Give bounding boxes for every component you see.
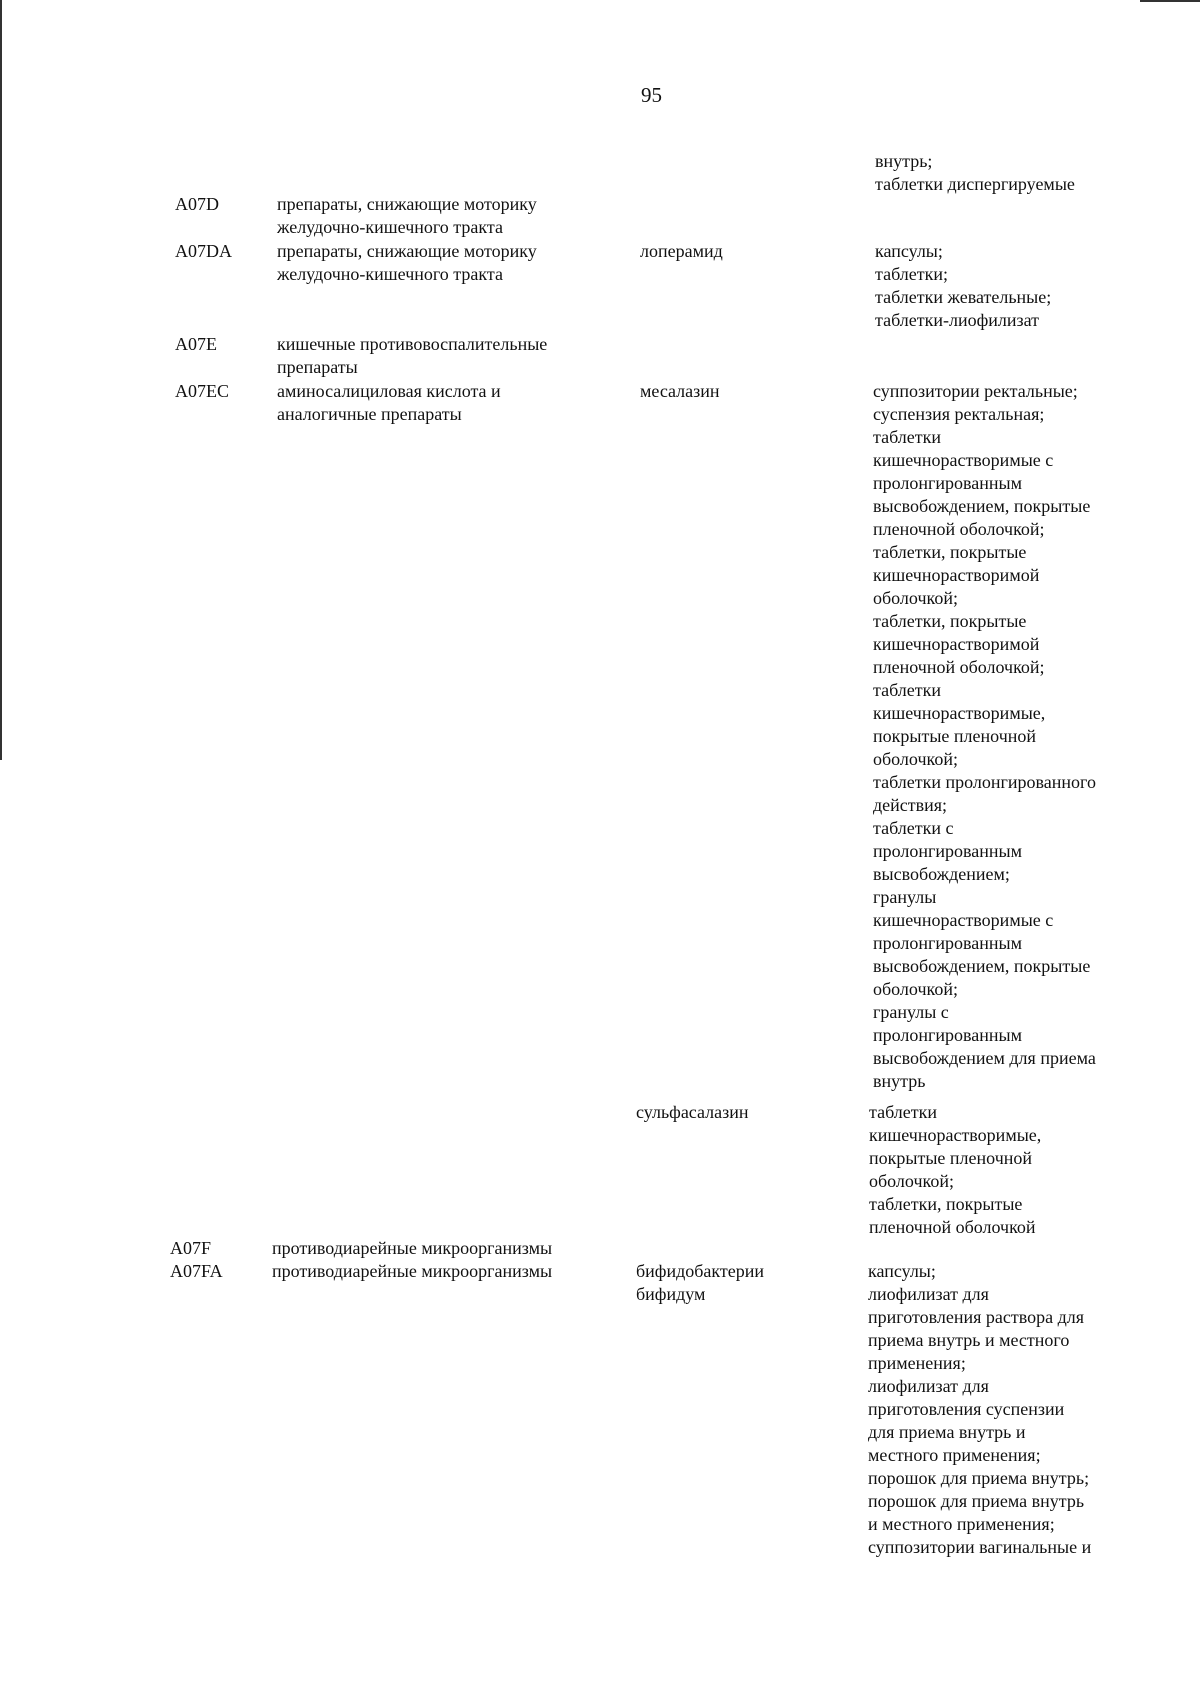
atc-group-name-line: противодиарейные микроорганизмы (272, 1261, 553, 1281)
drug-name-cell (640, 380, 720, 403)
atc-code-cell: A07DA (175, 241, 232, 261)
dosage-forms-line: пролонгированным (873, 473, 1023, 493)
dosage-forms-line: таблетки, покрытые (873, 542, 1027, 562)
dosage-forms-line: приготовления суспензии (868, 1399, 1065, 1419)
dosage-forms-line: внутрь; (875, 151, 933, 171)
drug-name-line: сульфасалазин (636, 1102, 749, 1122)
dosage-forms-line: суппозитории ректальные; (873, 381, 1078, 401)
dosage-forms-line: таблетки с (873, 818, 954, 838)
dosage-forms-line: высвобождением, покрытые (873, 956, 1091, 976)
dosage-forms-line: оболочкой; (873, 588, 958, 608)
atc-group-name-line: аминосалициловая кислота и (277, 381, 501, 401)
dosage-forms-line: пленочной оболочкой (869, 1217, 1036, 1237)
dosage-forms-line: высвобождением; (873, 864, 1010, 884)
dosage-forms-line: пролонгированным (873, 841, 1023, 861)
dosage-forms-cell (868, 1260, 1091, 1559)
dosage-forms-line: порошок для приема внутрь (868, 1491, 1085, 1511)
dosage-forms-line: капсулы; (868, 1261, 936, 1281)
dosage-forms-line: оболочкой; (873, 979, 958, 999)
dosage-forms-line: капсулы; (875, 241, 943, 261)
dosage-forms-line: пролонгированным (873, 1025, 1023, 1045)
atc-group-name-cell (272, 1237, 552, 1260)
dosage-forms-line: таблетки диспергируемые (875, 174, 1075, 194)
dosage-forms-line: пленочной оболочкой; (873, 657, 1045, 677)
atc-group-name-cell (277, 193, 537, 239)
atc-code-cell: A07D (175, 194, 219, 214)
dosage-forms-line: покрытые пленочной (873, 726, 1037, 746)
dosage-forms-line: высвобождением для приема (873, 1048, 1096, 1068)
dosage-forms-line: таблетки (873, 427, 942, 447)
dosage-forms-line: кишечнорастворимой (873, 634, 1040, 654)
scan-edge-line-top (1140, 0, 1200, 2)
dosage-forms-line: суппозитории вагинальные и (868, 1537, 1092, 1557)
dosage-forms-line: оболочкой; (869, 1171, 954, 1191)
dosage-forms-line: приема внутрь и местного (868, 1330, 1070, 1350)
atc-group-name-line: препараты, снижающие моторику (277, 241, 537, 261)
dosage-forms-cell (875, 150, 1075, 196)
drug-name-cell (640, 240, 723, 263)
dosage-forms-line: для приема внутрь и (868, 1422, 1026, 1442)
scan-edge-line-left (0, 0, 2, 760)
dosage-forms-line: кишечнорастворимые, (869, 1125, 1042, 1145)
atc-group-name-line: кишечные противовоспалительные (277, 334, 548, 354)
atc-group-name-line: желудочно-кишечного тракта (277, 264, 503, 284)
atc-code-cell: A07E (175, 334, 217, 354)
dosage-forms-line: лиофилизат для (868, 1376, 989, 1396)
dosage-forms-line: таблетки; (875, 264, 949, 284)
drug-name-line: месалазин (640, 381, 720, 401)
dosage-forms-line: пролонгированным (873, 933, 1023, 953)
atc-group-name-line: аналогичные препараты (277, 404, 462, 424)
dosage-forms-line: таблетки-лиофилизат (875, 310, 1040, 330)
dosage-forms-line: действия; (873, 795, 948, 815)
drug-name-line: бифидобактерии (636, 1261, 765, 1281)
dosage-forms-line: таблетки, покрытые (869, 1194, 1023, 1214)
dosage-forms-line: кишечнорастворимые с (873, 450, 1054, 470)
dosage-forms-line: высвобождением, покрытые (873, 496, 1091, 516)
dosage-forms-line: таблетки, покрытые (873, 611, 1027, 631)
page-number: 95 (641, 83, 662, 107)
atc-group-name-cell (277, 333, 547, 379)
atc-group-name-line: препараты, снижающие моторику (277, 194, 537, 214)
dosage-forms-line: приготовления раствора для (868, 1307, 1084, 1327)
atc-group-name-cell (277, 380, 501, 426)
drug-name-line: бифидум (636, 1284, 706, 1304)
dosage-forms-cell (875, 240, 1051, 332)
dosage-forms-line: таблетки (873, 680, 942, 700)
dosage-forms-line: суспензия ректальная; (873, 404, 1045, 424)
dosage-forms-line: таблетки жевательные; (875, 287, 1052, 307)
atc-group-name-line: препараты (277, 357, 358, 377)
dosage-forms-line: местного применения; (868, 1445, 1041, 1465)
dosage-forms-line: покрытые пленочной (869, 1148, 1033, 1168)
dosage-forms-line: гранулы с (873, 1002, 949, 1022)
dosage-forms-cell (869, 1101, 1041, 1239)
dosage-forms-line: кишечнорастворимой (873, 565, 1040, 585)
atc-group-name-line: желудочно-кишечного тракта (277, 217, 503, 237)
atc-group-name-cell (272, 1260, 552, 1283)
atc-code-cell: A07EC (175, 381, 229, 401)
dosage-forms-line: кишечнорастворимые с (873, 910, 1054, 930)
dosage-forms-line: таблетки (869, 1102, 938, 1122)
atc-code-cell: A07F (170, 1238, 212, 1258)
atc-group-name-line: противодиарейные микроорганизмы (272, 1238, 553, 1258)
dosage-forms-cell (873, 380, 1096, 1093)
drug-name-cell (636, 1101, 749, 1124)
atc-code-cell: A07FA (170, 1261, 223, 1281)
dosage-forms-line: кишечнорастворимые, (873, 703, 1046, 723)
dosage-forms-line: гранулы (873, 887, 937, 907)
dosage-forms-line: лиофилизат для (868, 1284, 989, 1304)
drug-name-line: лоперамид (640, 241, 723, 261)
dosage-forms-line: таблетки пролонгированного (873, 772, 1096, 792)
dosage-forms-line: внутрь (873, 1071, 926, 1091)
dosage-forms-line: пленочной оболочкой; (873, 519, 1045, 539)
atc-group-name-cell (277, 240, 537, 286)
dosage-forms-line: порошок для приема внутрь; (868, 1468, 1090, 1488)
dosage-forms-line: оболочкой; (873, 749, 958, 769)
drug-name-cell (636, 1260, 764, 1306)
dosage-forms-line: и местного применения; (868, 1514, 1055, 1534)
dosage-forms-line: применения; (868, 1353, 966, 1373)
